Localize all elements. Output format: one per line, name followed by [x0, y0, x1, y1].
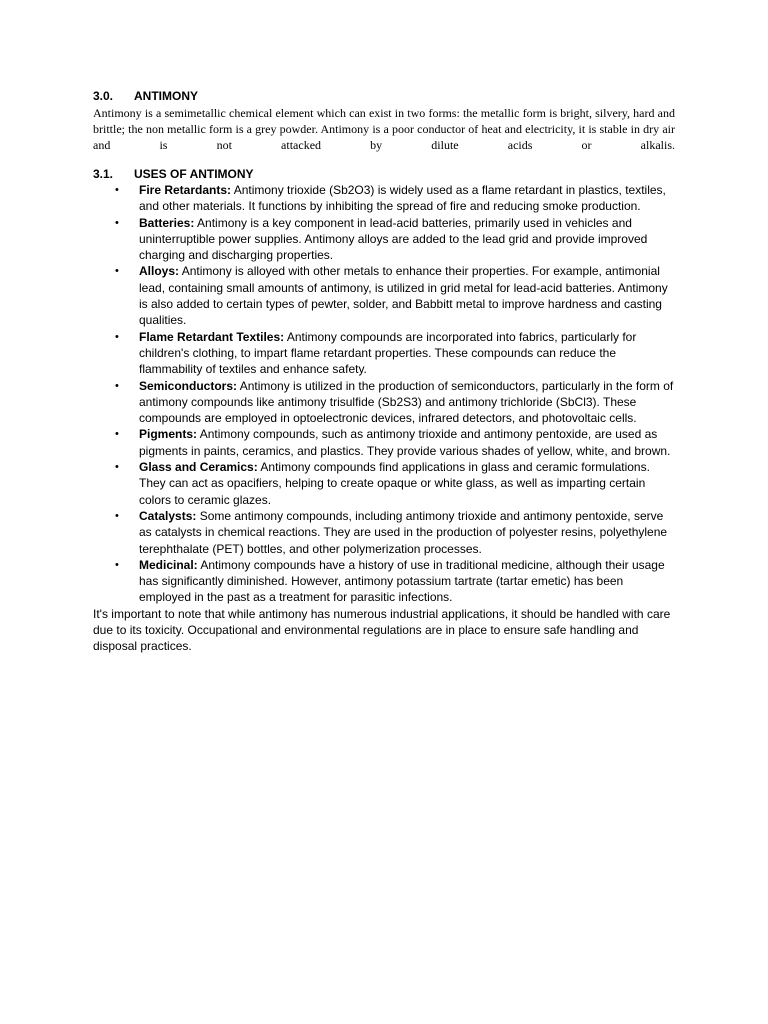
list-item [93, 182, 675, 215]
subsection-number: 3.1. [93, 167, 114, 181]
list-item [93, 459, 675, 508]
bullet-icon: • [115, 379, 119, 392]
bullet-icon: • [115, 216, 119, 229]
list-item-term: Alloys: [139, 264, 180, 279]
list-item [93, 263, 675, 328]
list-item-text: Antimony is alloyed with other metals to enhance their properties. For example, antimonial lead, containing small amounts of antimony, is utilized in grid metal for lead-acid batteries. Antimony is also added to certain types of pewter, solder, and Babbitt metal to improve hardness and casting qualities. [139, 264, 668, 328]
list-item-term: Fire Retardants: [139, 183, 232, 197]
list-item [93, 329, 675, 378]
bullet-icon: • [115, 330, 119, 343]
list-item-term: Catalysts: [139, 508, 197, 523]
list-item-term: Medicinal: [139, 557, 198, 572]
list-item-text: Antimony compounds are incorporated into fabrics, particularly for children's clothing, to impart flame retardant properties. These compounds can reduce the flammability of textiles and enhance safety. [139, 329, 637, 377]
bullet-icon: • [115, 461, 119, 474]
list-item-term: Batteries: [139, 215, 195, 230]
document-page [93, 88, 675, 655]
list-item-term: Glass and Ceramics: [139, 460, 258, 475]
list-item [93, 426, 675, 459]
bullet-icon: • [115, 184, 119, 196]
subsection-heading [93, 166, 675, 182]
intro-paragraph: Antimony is a semimetallic chemical element which can exist in two forms: the metallic form is bright, silvery, hard and brittle; the non metallic form is a grey powder. Antimony is a poor conductor of heat and electricity, it is stable in dry air and is not attacked by dilute acids or alkalis. [93, 106, 675, 152]
list-item-text: Antimony compounds have a history of use in traditional medicine, although their usage has significantly diminished. However, antimony potassium tartrate (tartar emetic) has been employed in the past as a treatment for parasitic infections. [139, 557, 665, 605]
list-item [93, 557, 675, 606]
bullet-icon: • [115, 265, 119, 278]
bullet-icon: • [115, 509, 119, 522]
list-item-text: Antimony compounds find applications in glass and ceramic formulations. They can act as opacifiers, helping to create opaque or white glass, as well as imparting certain colors to ceramic glazes. [139, 460, 650, 507]
list-item-text: Antimony is a key component in lead-acid batteries, primarily used in vehicles and uninterruptible power supplies. Antimony alloys are added to the lead grid and provide improved charging and discharging properties. [139, 215, 648, 263]
list-item-text: Antimony trioxide (Sb2O3) is widely used as a flame retardant in plastics, textiles, and other materials. It functions by inhibiting the spread of fire and reducing smoke production. [139, 183, 666, 214]
bullet-icon: • [115, 428, 119, 441]
section-heading [93, 88, 675, 104]
list-item-text: Some antimony compounds, including antimony trioxide and antimony pentoxide, serve as catalysts in chemical reactions. They are used in the production of polyester resins, polyethylene terephthalate (PET) bottles, and other polymerization processes. [139, 508, 668, 556]
list-item-text: Antimony compounds, such as antimony trioxide and antimony pentoxide, are used as pigments in paints, ceramics, and plastics. They provide various shades of yellow, white, and brown. [139, 427, 671, 458]
list-item [93, 508, 675, 557]
closing-paragraph: It's important to note that while antimony has numerous industrial applications, it should be handled with care due to its toxicity. Occupational and environmental regulations are in place to ensure safe handling and disposal practices. [93, 606, 671, 654]
list-item [93, 215, 675, 264]
subsection-title: USES OF ANTIMONY [134, 167, 254, 181]
section-title: ANTIMONY [134, 89, 198, 103]
list-item [93, 378, 675, 427]
bullet-icon: • [115, 558, 119, 571]
list-item-term: Flame Retardant Textiles: [139, 329, 285, 344]
list-item-term: Semiconductors: [139, 378, 238, 393]
list-item-term: Pigments: [139, 427, 198, 442]
list-item-text: Antimony is utilized in the production of semiconductors, particularly in the form of antimony compounds like antimony trisulfide (Sb2S3) and antimony trichloride (SbCl3). These compounds are employed in optoelectronic devices, infrared detectors, and photovoltaic cells. [139, 378, 674, 426]
section-number: 3.0. [93, 89, 114, 103]
uses-list [93, 182, 675, 606]
